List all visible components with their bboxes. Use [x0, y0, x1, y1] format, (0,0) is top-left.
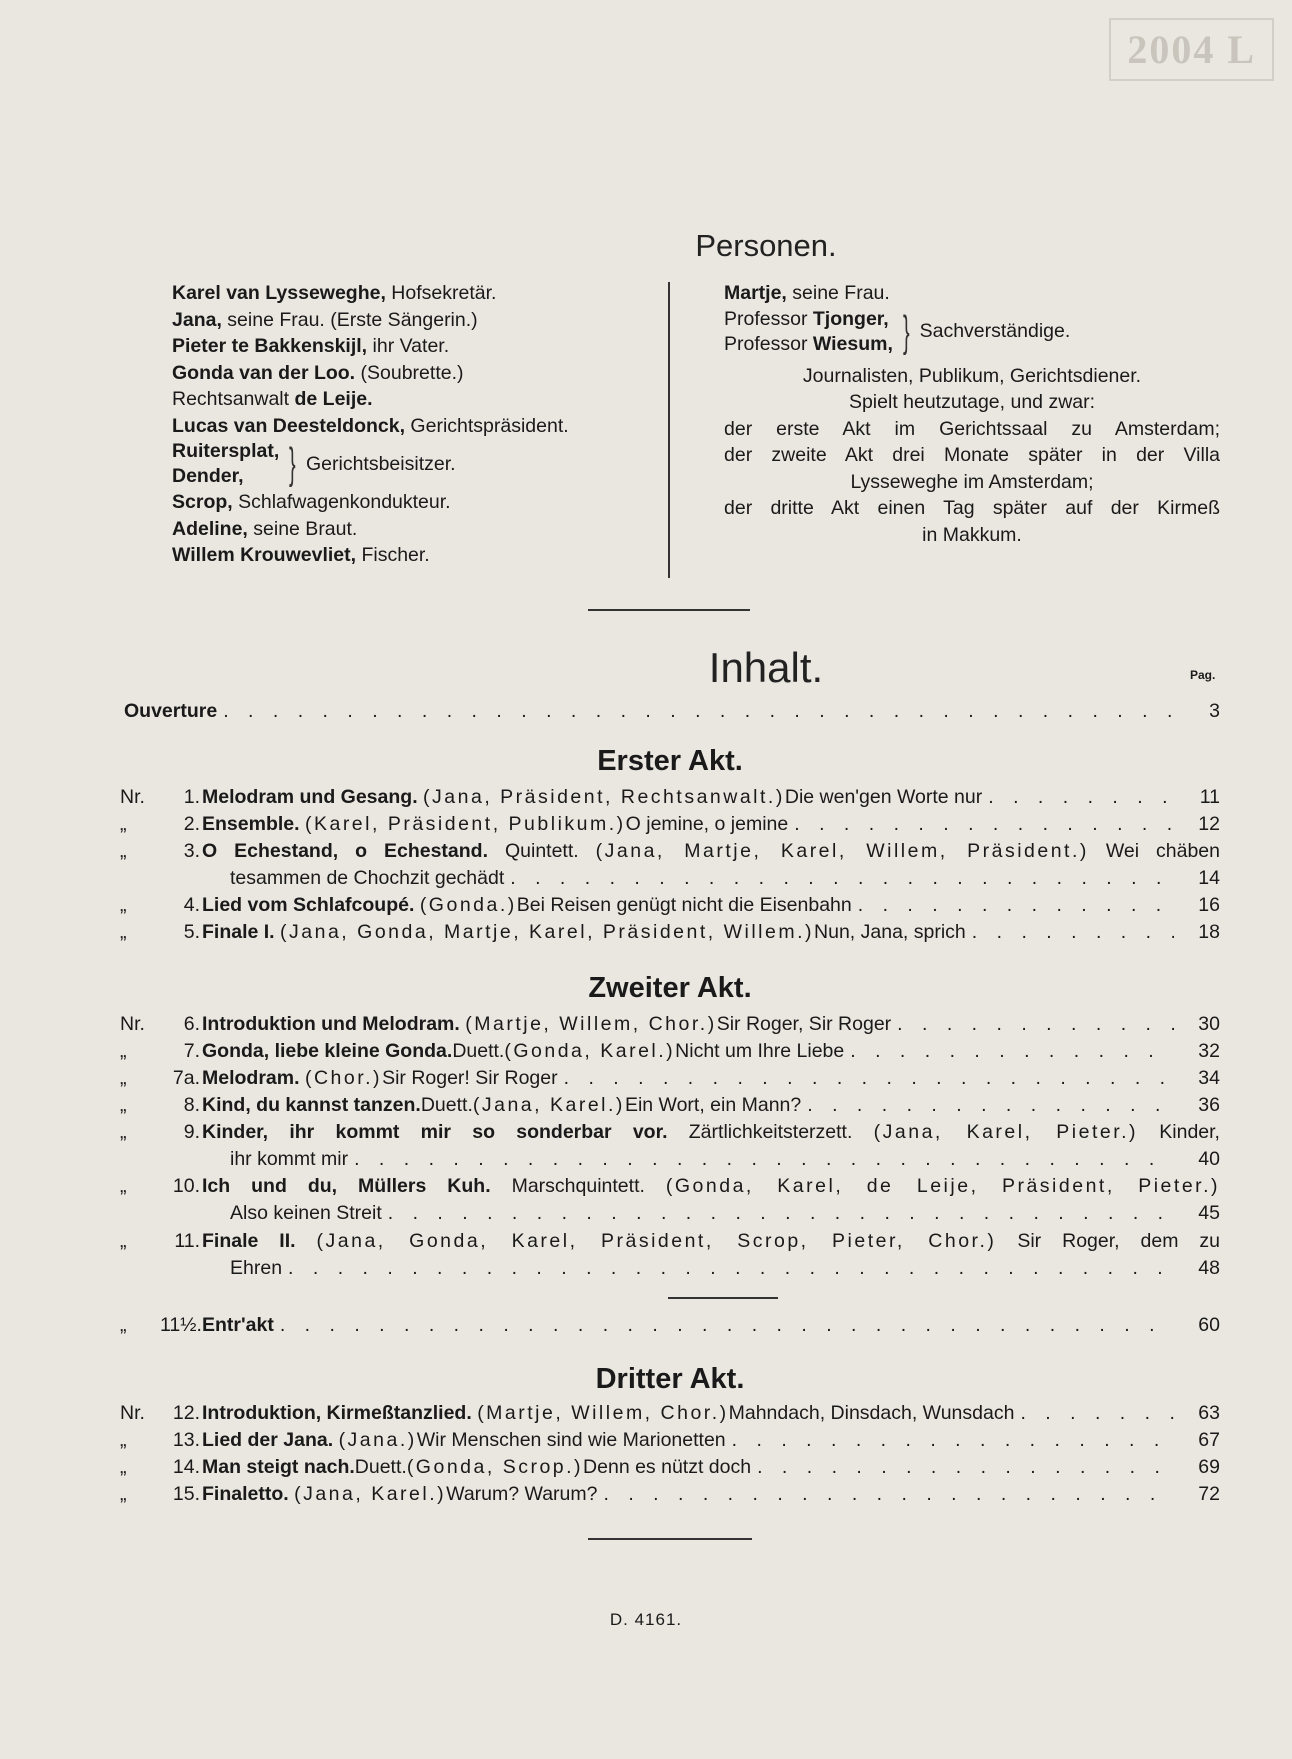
toc-entry: „ 9. Kinder, ihr kommt mir so sonderbar vor. Zärtlichkeitsterzett. (Jana, Karel, Pieter.) Kinder,: [120, 1121, 1220, 1143]
brace-icon: }: [902, 306, 910, 356]
toc-entry: Nr. 6. Introduktion und Melodram. (Martje, Willem, Chor.) Sir Roger, Sir Roger . . . 30: [120, 1013, 1220, 1041]
toc-entry: „ 11½. Entr'akt . . . 60: [120, 1314, 1220, 1342]
plate-number: D. 4161.: [609, 1610, 683, 1629]
cast-member: Gonda van der Loo. (Soubrette.): [172, 361, 464, 384]
act-heading: Zweiter Akt.: [588, 972, 752, 1004]
act-heading: Erster Akt.: [597, 745, 743, 777]
cast-group-experts: Professor Tjonger, Professor Wiesum, } Sachverständige.: [724, 306, 1071, 356]
setting-line: der zweite Akt drei Monate später in der Villa: [724, 444, 1220, 466]
toc-entry: „ 7a. Melodram. (Chor.) Sir Roger! Sir Roger . . . 34: [120, 1067, 1220, 1095]
toc-entry: „ 7. Gonda, liebe kleine Gonda. Duett. (Gonda, Karel.) Nicht um Ihre Liebe . . . 32: [120, 1040, 1220, 1068]
cast-member: Jana, seine Frau. (Erste Sängerin.): [172, 308, 478, 331]
archive-stamp: 2004 L: [1109, 18, 1274, 81]
toc-entry: Nr. 1. Melodram und Gesang. (Jana, Präsident, Rechtsanwalt.) Die wen'gen Worte nur . . . 11: [120, 786, 1220, 814]
setting-line: Lysseweghe im Amsterdam;: [850, 470, 1094, 493]
toc-entry: „ 15. Finaletto. (Jana, Karel.) Warum? Warum? . . . 72: [120, 1483, 1220, 1511]
cast-member: Lucas van Deesteldonck, Gerichtspräsident.: [172, 414, 569, 437]
cast-member: Rechtsanwalt de Leije.: [172, 388, 373, 410]
column-divider: [668, 282, 670, 578]
divider-rule: [668, 1297, 778, 1299]
act-heading: Dritter Akt.: [595, 1363, 745, 1395]
toc-entry-continuation: Ehren . . . 48: [120, 1257, 1220, 1285]
setting-line: der erste Akt im Gerichtssaal zu Amsterdam;: [724, 417, 1220, 440]
toc-entry-ouverture: Ouverture . . . 3: [120, 700, 1220, 728]
chorus-line: Journalisten, Publikum, Gerichtsdiener.: [802, 364, 1142, 387]
cast-member: Pieter te Bakkenskijl, ihr Vater.: [172, 335, 450, 357]
toc-entry: Nr. 12. Introduktion, Kirmeßtanzlied. (Martje, Willem, Chor.) Mahndach, Dinsdach, Wunsdach . . . 63: [120, 1402, 1220, 1430]
divider-rule: [588, 1538, 752, 1540]
page-column-label: Pag.: [1190, 668, 1216, 682]
toc-entry-continuation: Also keinen Streit . . . 45: [120, 1202, 1220, 1230]
divider-rule: [588, 609, 750, 611]
toc-entry: „ 5. Finale I. (Jana, Gonda, Martje, Karel, Präsident, Willem.) Nun, Jana, sprich . . . 18: [120, 921, 1220, 949]
cast-member: Scrop, Schlafwagenkondukteur.: [172, 491, 451, 513]
personen-heading: Personen.: [695, 228, 837, 263]
setting-line: Spielt heutzutage, und zwar:: [848, 391, 1096, 413]
setting-line: der dritte Akt einen Tag später auf der Kirmeß: [724, 497, 1220, 519]
toc-entry: „ 10. Ich und du, Müllers Kuh. Marschquintett. (Gonda, Karel, de Leije, Präsident, Pieter.): [120, 1175, 1220, 1197]
cast-list-right: [724, 280, 1220, 548]
setting-line: in Makkum.: [922, 523, 1022, 546]
toc-entry-continuation: tesammen de Chochzit gechädt . . . 14: [120, 867, 1220, 895]
toc-entry: „ 13. Lied der Jana. (Jana.) Wir Menschen sind wie Marionetten . . . 67: [120, 1429, 1220, 1457]
cast-member: Karel van Lysseweghe, Hofsekretär.: [172, 282, 497, 304]
toc-entry: „ 8. Kind, du kannst tanzen. Duett. (Jana, Karel.) Ein Wort, ein Mann? . . . 36: [120, 1094, 1220, 1122]
cast-member: Adeline, seine Braut.: [172, 517, 358, 540]
toc-entry: „ 2. Ensemble. (Karel, Präsident, Publikum.) O jemine, o jemine . . . 12: [120, 813, 1220, 841]
cast-group-assessors: Ruitersplat, Dender, } Gerichtsbeisitzer.: [172, 439, 456, 488]
cast-member: Martje, seine Frau.: [724, 282, 890, 304]
toc-entry: „ 3. O Echestand, o Echestand. Quintett. (Jana, Martje, Karel, Willem, Präsident.) Wei chäben: [120, 840, 1220, 862]
toc-entry: „ 14. Man steigt nach. Duett. (Gonda, Scrop.) Denn es nützt doch . . . 69: [120, 1456, 1220, 1484]
inhalt-heading: Inhalt.: [708, 644, 824, 691]
toc-entry: „ 11. Finale II. (Jana, Gonda, Karel, Präsident, Scrop, Pieter, Chor.) Sir Roger, dem zu: [120, 1230, 1220, 1252]
toc-entry-continuation: ihr kommt mir . . . 40: [120, 1148, 1220, 1176]
toc-entry: „ 4. Lied vom Schlafcoupé. (Gonda.) Bei Reisen genügt nicht die Eisenbahn . . . 16: [120, 894, 1220, 922]
cast-member: Willem Krouwevliet, Fischer.: [172, 544, 430, 566]
cast-list-left: [172, 280, 652, 569]
brace-icon: }: [289, 439, 296, 488]
